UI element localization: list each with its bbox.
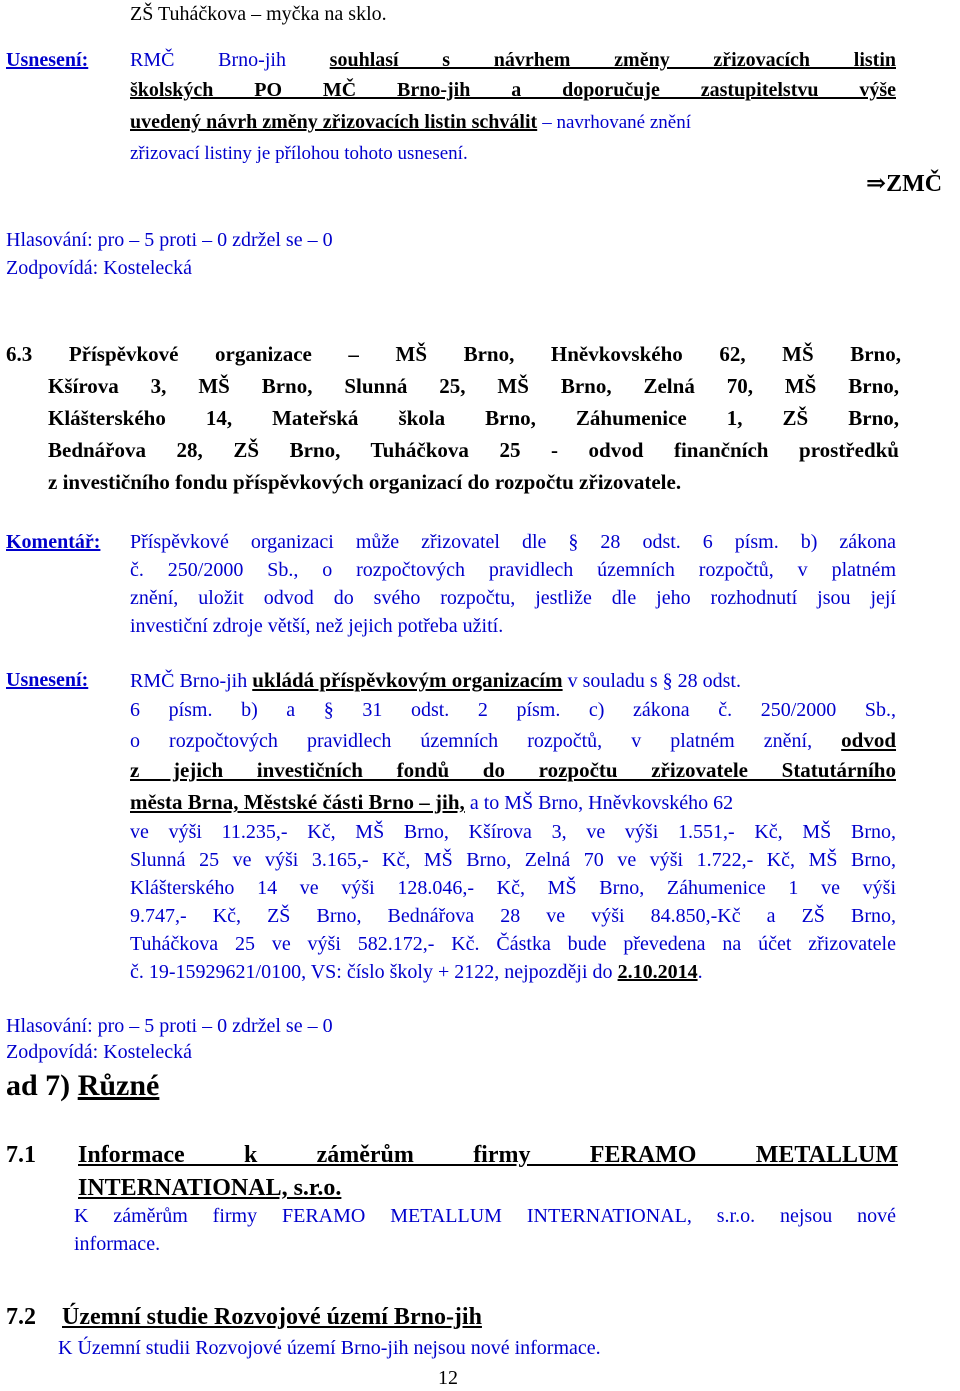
section-7-1-title-line-1: Informace k záměrům firmy FERAMO METALLUM (78, 1142, 898, 1168)
resolution-2-line-7: Slunná 25 ve výši 3.165,- Kč, MŠ Brno, Zelná 70 ve výši 1.722,- Kč, MŠ Brno, (130, 849, 896, 871)
section-6-3-line-1: 6.3 Příspěvkové organizace – MŠ Brno, Hněvkovského 62, MŠ Brno, (6, 342, 901, 366)
resolution-2-line-4: z jejich investičních fondů do rozpočtu zřizovatele Statutárního (130, 758, 896, 782)
resolution-1-line-4: zřizovací listiny je přílohou tohoto usnesení. (130, 143, 468, 164)
resolution-2-line-2: 6 písm. b) a § 31 odst. 2 písm. c) zákona č. 250/2000 Sb., (130, 699, 896, 721)
resolution-2-line-8: Klášterského 14 ve výši 128.046,- Kč, MŠ Brno, Záhumenice 1 ve výši (130, 877, 896, 899)
section-7-2-title: Územní studie Rozvojové území Brno-jih (62, 1304, 482, 1330)
section-6-3-line-3: Klášterského 14, Mateřská škola Brno, Záhumenice 1, ZŠ Brno, (48, 406, 899, 430)
comment-label: Komentář: (6, 531, 101, 553)
page-number: 12 (438, 1367, 458, 1389)
top-line: ZŠ Tuháčkova – myčka na sklo. (130, 3, 387, 25)
heading-ad-7: ad 7) Různé (6, 1069, 160, 1102)
section-7-2-number: 7.2 (6, 1304, 36, 1330)
responsible-2: Zodpovídá: Kostelecká (6, 1041, 193, 1063)
resolution-2-line-9: 9.747,- Kč, ZŠ Brno, Bednářova 28 ve výši 84.850,-Kč a ZŠ Brno, (130, 905, 896, 927)
responsible-1: Zodpovídá: Kostelecká (6, 257, 193, 279)
resolution-2-line-11: č. 19-15929621/0100, VS: číslo školy + 2122, nejpozději do 2.10.2014. (130, 961, 703, 983)
section-6-3-line-4: Bednářova 28, ZŠ Brno, Tuháčkova 25 - odvod finančních prostředků (48, 438, 899, 462)
vote-2: Hlasování: pro – 5 proti – 0 zdržel se – 0 (6, 1015, 333, 1037)
resolution-label: Usnesení: (6, 49, 89, 71)
resolution-1-line-1: RMČ Brno-jih souhlasí s návrhem změny zřizovacích listin (130, 49, 896, 71)
vote-1: Hlasování: pro – 5 proti – 0 zdržel se – 0 (6, 229, 333, 251)
resolution-2-line-5: města Brna, Městské části Brno – jih, a to MŠ Brno, Hněvkovského 62 (130, 790, 734, 814)
comment-line-4: investiční zdroje větší, než jejich potřeba užití. (130, 615, 504, 637)
zmc-arrow-label: ⇒ZMČ (866, 171, 943, 197)
comment-line-3: znění, uložit odvod do svého rozpočtu, jestliže dle jeho rozhodnutí jsou její (130, 587, 896, 609)
section-7-1-text-line-1: K záměrům firmy FERAMO METALLUM INTERNATIONAL, s.r.o. nejsou nové (74, 1205, 896, 1227)
resolution-1-line-2: školských PO MČ Brno-jih a doporučuje zastupitelstvu výše (130, 79, 896, 101)
section-7-1-text-line-2: informace. (74, 1233, 161, 1255)
resolution-label: Usnesení: (6, 669, 89, 691)
section-6-3-line-2: Kšírova 3, MŠ Brno, Slunná 25, MŠ Brno, Zelná 70, MŠ Brno, (48, 374, 899, 398)
section-7-1-title-line-2: INTERNATIONAL, s.r.o. (78, 1175, 342, 1201)
section-6-3-line-5: z investičního fondu příspěvkových organizací do rozpočtu zřizovatele. (48, 470, 682, 494)
resolution-2-line-1: RMČ Brno-jih ukládá příspěvkovým organizacím v souladu s § 28 odst. (130, 668, 741, 692)
comment-line-2: č. 250/2000 Sb., o rozpočtových pravidlech územních rozpočtů, v platném (130, 559, 896, 581)
resolution-2-line-3: o rozpočtových pravidlech územních rozpočtů, v platném znění, odvod (130, 728, 897, 752)
resolution-2-line-6: ve výši 11.235,- Kč, MŠ Brno, Kšírova 3, ve výši 1.551,- Kč, MŠ Brno, (130, 821, 896, 843)
section-7-1-number: 7.1 (6, 1142, 36, 1168)
resolution-2-line-10: Tuháčkova 25 ve výši 582.172,- Kč. Částka bude převedena na účet zřizovatele (130, 933, 896, 955)
section-7-2-text: K Územní studii Rozvojové území Brno-jih nejsou nové informace. (58, 1337, 601, 1359)
comment-line-1: Příspěvkové organizaci může zřizovatel dle § 28 odst. 6 písm. b) zákona (130, 531, 896, 553)
resolution-1-line-3: uvedený návrh změny zřizovacích listin schválit – navrhované znění (130, 111, 691, 133)
